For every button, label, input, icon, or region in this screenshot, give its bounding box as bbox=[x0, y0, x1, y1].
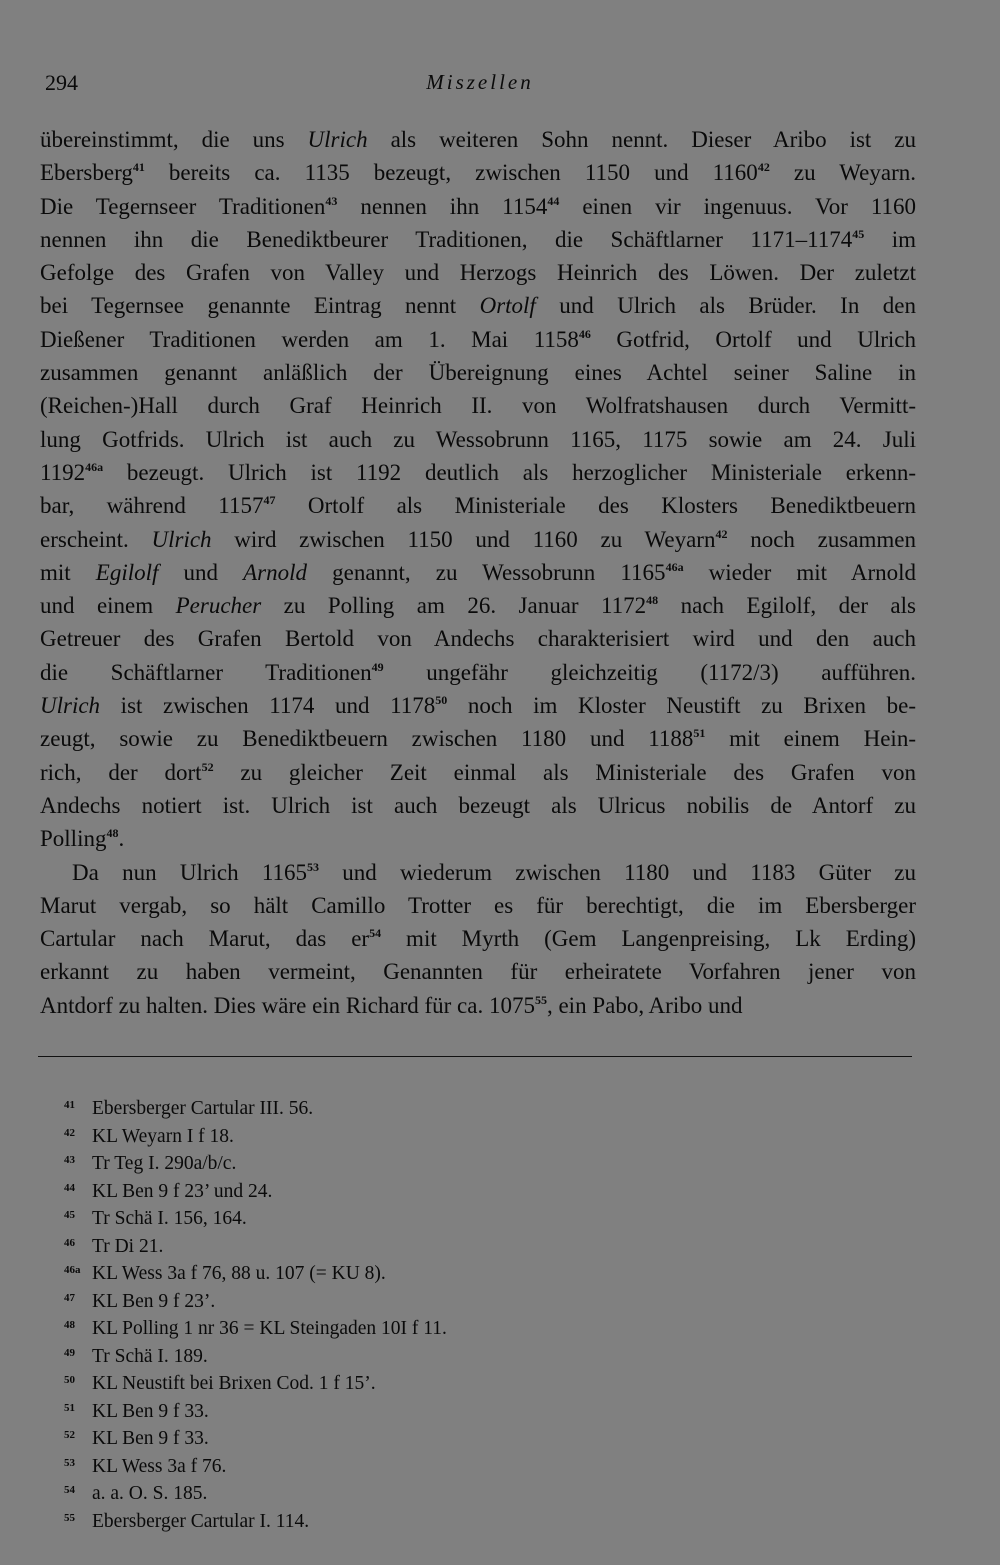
footnote-ref: 46a bbox=[85, 459, 104, 474]
text-run: zusammen genannt anläßlich der Übereignung eines Achtel seiner Saline in bbox=[40, 360, 916, 386]
text-run: Andechs notiert ist. Ulrich ist auch bezeugt als Ulricus nobilis de Antorf zu bbox=[40, 792, 916, 818]
footnote-ref: 53 bbox=[307, 859, 319, 874]
footnote-text: KL Wess 3a f 76. bbox=[92, 1455, 227, 1477]
text-run: wieder mit Arnold bbox=[683, 559, 917, 585]
text-run: , ein Pabo, Aribo und bbox=[546, 992, 743, 1018]
text-run: und wiederum zwischen 1180 und 1183 Güter zu bbox=[319, 859, 916, 885]
footnote-ref: 50 bbox=[435, 693, 448, 708]
footnote bbox=[64, 1505, 664, 1533]
text-run: 1192 bbox=[40, 459, 86, 485]
footnote-number: 50 bbox=[64, 1374, 75, 1386]
footnote bbox=[64, 1477, 664, 1505]
text-run: rich, der dort bbox=[40, 759, 202, 785]
text-line bbox=[40, 123, 916, 156]
text-run: mit Myrth (Gem Langenpreising, Lk Erding) bbox=[381, 926, 916, 952]
footnote-text: a. a. O. S. 185. bbox=[92, 1483, 208, 1504]
footnote-ref: 42 bbox=[757, 160, 770, 175]
footnote-number: 46 bbox=[64, 1236, 75, 1249]
text-line bbox=[40, 989, 916, 1022]
text-run: die Schäftlarner Traditionen bbox=[40, 659, 372, 685]
text-run: Gotfrid, Ortolf und Ulrich bbox=[590, 326, 916, 352]
italic-name: Ulrich bbox=[40, 693, 101, 719]
italic-name: Ulrich bbox=[151, 526, 212, 552]
text-run: Getreuer des Grafen Bertold von Andechs charakterisiert wird und den auch bbox=[40, 626, 916, 652]
text-run: Polling bbox=[40, 826, 107, 852]
text-run: . bbox=[118, 826, 125, 852]
footnote-ref: 41 bbox=[132, 160, 145, 175]
footnotes bbox=[64, 1092, 664, 1532]
italic-name: Egilolf bbox=[95, 559, 159, 585]
page-header bbox=[45, 70, 915, 102]
text-line bbox=[40, 856, 916, 889]
text-run: und einem bbox=[40, 593, 176, 619]
text-run: und Ulrich als Brüder. In den bbox=[535, 293, 916, 319]
footnote-ref: 44 bbox=[547, 193, 560, 208]
footnote-ref: 48 bbox=[106, 826, 119, 841]
footnote bbox=[64, 1422, 664, 1450]
text-line bbox=[40, 922, 916, 955]
text-line bbox=[40, 323, 916, 356]
text-line bbox=[40, 756, 916, 789]
footnote-text: Ebersberger Cartular I. 114. bbox=[92, 1510, 310, 1532]
text-run: (Reichen-)Hall durch Graf Heinrich II. von Wolfratshausen durch Vermitt- bbox=[40, 393, 916, 419]
footnote-text: Tr Teg I. 290a/b/c. bbox=[92, 1153, 237, 1174]
text-line bbox=[40, 256, 916, 289]
footnote-ref: 47 bbox=[263, 493, 276, 508]
text-run: zu gleicher Zeit einmal als Ministeriale des Grafen von bbox=[213, 759, 916, 785]
text-run: bar, während 1157 bbox=[40, 493, 264, 519]
footnote-number: 48 bbox=[64, 1319, 75, 1331]
footnote-number: 51 bbox=[64, 1401, 75, 1414]
text-run: Ebersberg bbox=[40, 160, 133, 186]
footnote-ref: 46 bbox=[578, 326, 591, 341]
footnote bbox=[64, 1175, 664, 1203]
footnote-number: 46a bbox=[64, 1264, 81, 1276]
text-run: Gefolge des Grafen von Valley und Herzogs Heinrich des Löwen. Der zuletzt bbox=[40, 260, 916, 286]
text-run: bereits ca. 1135 bezeugt, zwischen 1150 und 1160 bbox=[144, 160, 758, 186]
running-title: Miszellen bbox=[426, 70, 534, 94]
text-run: wird zwischen 1150 und 1160 zu Weyarn bbox=[211, 526, 716, 552]
text-run: bei Tegernsee genannte Eintrag nennt bbox=[40, 293, 480, 319]
footnote-ref: 45 bbox=[852, 226, 865, 241]
text-line bbox=[40, 156, 916, 189]
footnote bbox=[64, 1092, 664, 1120]
text-run: nach Egilolf, der als bbox=[658, 593, 916, 619]
footnote bbox=[64, 1340, 664, 1368]
text-run: erscheint. bbox=[40, 526, 152, 552]
text-run: Die Tegernseer Traditionen bbox=[40, 193, 326, 219]
text-line bbox=[40, 190, 916, 223]
footnote-text: KL Neustift bei Brixen Cod. 1 f 15’. bbox=[92, 1373, 376, 1394]
footnote bbox=[64, 1312, 664, 1340]
footnote-text: KL Ben 9 f 33. bbox=[92, 1428, 209, 1449]
text-line bbox=[40, 489, 916, 522]
text-run: nennen ihn 1154 bbox=[337, 193, 548, 219]
text-run: zeugt, sowie zu Benediktbeuern zwischen 1180 und 1188 bbox=[40, 726, 694, 752]
footnote-ref: 55 bbox=[534, 992, 547, 1007]
footnote-number: 54 bbox=[64, 1484, 75, 1496]
text-run: bezeugt. Ulrich ist 1192 deutlich als herzoglicher Ministeriale erkenn- bbox=[103, 459, 916, 485]
italic-name: Perucher bbox=[175, 593, 262, 619]
text-run: übereinstimmt, die uns bbox=[40, 127, 308, 152]
footnote-ref: 54 bbox=[369, 926, 382, 941]
footnote-text: KL Ben 9 f 33. bbox=[92, 1400, 209, 1422]
text-line bbox=[40, 656, 916, 689]
footnote bbox=[64, 1257, 664, 1285]
footnote-text: Ebersberger Cartular III. 56. bbox=[92, 1098, 314, 1119]
body-text bbox=[40, 123, 916, 1022]
text-line bbox=[40, 955, 916, 988]
text-line bbox=[40, 789, 916, 822]
footnote bbox=[64, 1367, 664, 1395]
text-run: zu Weyarn. bbox=[769, 160, 916, 186]
text-line bbox=[40, 289, 916, 322]
text-run: Da nun Ulrich 1165 bbox=[72, 859, 307, 885]
footnote-number: 41 bbox=[64, 1099, 75, 1111]
text-run: als weiteren Sohn nennt. Dieser Aribo ist zu bbox=[367, 127, 916, 152]
footnote-number: 42 bbox=[64, 1126, 75, 1139]
text-run: noch im Kloster Neustift zu Brixen be- bbox=[447, 693, 916, 719]
footnote-text: KL Ben 9 f 23’. bbox=[92, 1290, 216, 1312]
footnote-number: 47 bbox=[64, 1291, 75, 1304]
footnote-ref: 42 bbox=[715, 526, 728, 541]
footnote bbox=[64, 1450, 664, 1478]
footnote-text: Tr Schä I. 189. bbox=[92, 1345, 208, 1367]
text-run: ungefähr gleichzeitig (1172/3) aufführen. bbox=[383, 659, 916, 685]
footnote-ref: 46a bbox=[665, 559, 684, 574]
footnote-text: KL Wess 3a f 76, 88 u. 107 (= KU 8). bbox=[92, 1263, 386, 1284]
footnote-number: 53 bbox=[64, 1456, 75, 1469]
italic-name: Ortolf bbox=[479, 293, 536, 319]
text-run: Ortolf als Ministeriale des Klosters Benediktbeuern bbox=[275, 493, 917, 519]
footnote-number: 55 bbox=[64, 1511, 75, 1524]
text-run: noch zusammen bbox=[727, 526, 916, 552]
footnote-number: 43 bbox=[64, 1154, 75, 1166]
footnote-number: 44 bbox=[64, 1181, 75, 1194]
text-run: erkannt zu haben vermeint, Genannten für erheiratete Vorfahren jener von bbox=[40, 959, 916, 985]
text-line bbox=[40, 722, 916, 755]
text-line bbox=[40, 589, 916, 622]
footnote-ref: 43 bbox=[325, 193, 338, 208]
text-run: Antdorf zu halten. Dies wäre ein Richard für ca. 1075 bbox=[40, 992, 535, 1018]
footnote bbox=[64, 1202, 664, 1230]
footnote-number: 45 bbox=[64, 1209, 75, 1221]
footnote bbox=[64, 1120, 664, 1148]
italic-name: Ulrich bbox=[307, 127, 368, 152]
text-line bbox=[40, 356, 916, 389]
text-run: und bbox=[158, 559, 244, 585]
text-line bbox=[40, 223, 916, 256]
footnote-text: KL Ben 9 f 23’ und 24. bbox=[92, 1180, 273, 1202]
footnote-number: 52 bbox=[64, 1429, 75, 1441]
text-line bbox=[40, 689, 916, 722]
text-line bbox=[40, 456, 916, 489]
text-run: mit einem Hein- bbox=[705, 726, 916, 752]
text-run: im bbox=[864, 226, 917, 252]
text-line bbox=[40, 822, 916, 855]
text-line bbox=[40, 889, 916, 922]
text-run: zu Polling am 26. Januar 1172 bbox=[261, 593, 647, 619]
text-line bbox=[40, 556, 916, 589]
text-line bbox=[40, 523, 916, 556]
text-run: Cartular nach Marut, das er bbox=[40, 926, 370, 952]
footnote-number: 49 bbox=[64, 1346, 75, 1359]
text-run: ist zwischen 1174 und 1178 bbox=[100, 693, 436, 719]
text-run: Dießener Traditionen werden am 1. Mai 1158 bbox=[40, 326, 579, 352]
footnote-ref: 48 bbox=[646, 593, 659, 608]
text-run: nennen ihn die Benediktbeurer Traditionen, die Schäftlarner 1171–1174 bbox=[40, 226, 853, 252]
footnote bbox=[64, 1147, 664, 1175]
footnote-ref: 51 bbox=[693, 726, 706, 741]
footnote-text: Tr Di 21. bbox=[92, 1235, 164, 1257]
text-run: Marut vergab, so hält Camillo Trotter es für berechtigt, die im Ebersberger bbox=[40, 892, 916, 918]
text-run: lung Gotfrids. Ulrich ist auch zu Wessobrunn 1165, 1175 sowie am 24. Juli bbox=[40, 426, 916, 452]
footnote-text: Tr Schä I. 156, 164. bbox=[92, 1208, 247, 1229]
footnote bbox=[64, 1285, 664, 1313]
text-run: einen vir ingenuus. Vor 1160 bbox=[559, 193, 916, 219]
text-run: mit bbox=[40, 559, 96, 585]
footnote-text: KL Polling 1 nr 36 = KL Steingaden 10I f 11. bbox=[92, 1318, 447, 1339]
text-line bbox=[40, 389, 916, 422]
footnote bbox=[64, 1395, 664, 1423]
footnote-ref: 49 bbox=[371, 659, 384, 674]
footnote-divider bbox=[38, 1056, 912, 1057]
italic-name: Arnold bbox=[243, 559, 308, 585]
footnote bbox=[64, 1230, 664, 1258]
text-line bbox=[40, 423, 916, 456]
page-number: 294 bbox=[45, 70, 78, 95]
footnote-text: KL Weyarn I f 18. bbox=[92, 1125, 234, 1147]
footnote-ref: 52 bbox=[201, 759, 214, 774]
text-line bbox=[40, 622, 916, 655]
text-run: genannt, zu Wessobrunn 1165 bbox=[307, 559, 666, 585]
